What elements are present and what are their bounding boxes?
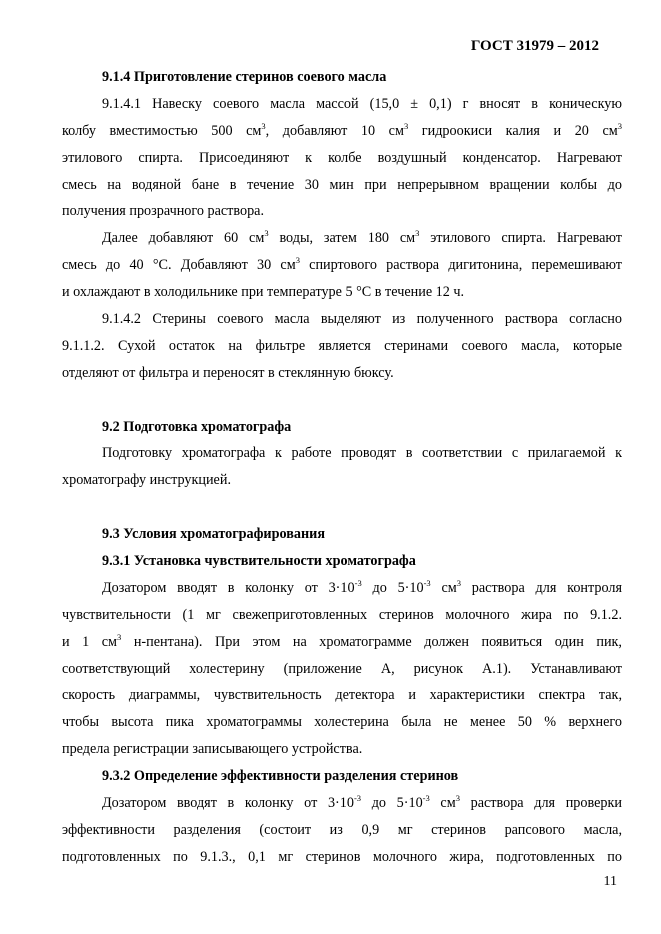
paragraph-first-line	[62, 91, 622, 118]
page-number: 11	[603, 874, 617, 889]
superscript: 3	[261, 120, 266, 131]
text-run: этилового спирта. Присоединяют к колбе воздушный конденсатор. Нагревают	[62, 149, 622, 166]
text-run: 9.1.1.2. Сухой остаток на фильтре является стеринами соевого масла, которые	[62, 337, 622, 354]
paragraph-line	[62, 709, 622, 736]
text-run: Дозатором вводят в колонку от 3·10	[102, 795, 354, 812]
text-run: чтобы высота пика хроматограммы холестерина была не менее 50 % верхнего	[62, 714, 622, 731]
text-run: эффективности разделения (состоит из 0,9 мг стеринов рапсового масла,	[62, 821, 622, 838]
text-run: предела регистрации записывающего устройства.	[62, 741, 363, 758]
text-run: спиртового раствора дигитонина, перемешивают	[299, 257, 622, 274]
paragraph-line	[62, 629, 622, 656]
text-run: н-пентана). При этом на хроматограмме должен появиться один пик,	[121, 633, 622, 650]
text-run: смесь на водяной бане в течение 30 мин при непрерывном вращении колбы до	[62, 176, 622, 193]
document-body	[62, 64, 622, 871]
text-run: соответствующий холестерину (приложение А, рисунок А.1). Устанавливают	[62, 660, 622, 677]
text-run: 9.1.4 Приготовление стеринов соевого масла	[102, 69, 387, 85]
paragraph-line	[62, 145, 622, 172]
paragraph-last-line	[62, 736, 622, 763]
text-run: и охлаждают в холодильнике при температуре 5 °С в течение 12 ч.	[62, 284, 465, 301]
text-run: чувствительности (1 мг свежеприготовленных стеринов молочного жира по 9.1.2.	[62, 606, 622, 623]
text-run: хроматографу инструкцией.	[62, 472, 231, 489]
superscript: 3	[456, 577, 461, 588]
superscript: -3	[423, 577, 431, 588]
paragraph-first-line	[62, 225, 622, 252]
text-run: этилового спирта. Нагревают	[419, 230, 622, 247]
text-run: воды, затем 180 см	[268, 230, 416, 247]
text-run: раствора для проверки	[459, 795, 622, 812]
text-run: см	[430, 579, 457, 596]
text-run: подготовленных по 9.1.3., 0,1 мг стеринов молочного жира, подготовленных по	[62, 848, 622, 865]
section-heading	[62, 521, 622, 548]
text-run: 9.2 Подготовка хроматографа	[102, 418, 292, 435]
text-run: , добавляют 10 см	[265, 122, 404, 139]
text-run: гидроокиси калия и 20 см	[408, 122, 618, 139]
paragraph-line	[62, 252, 622, 279]
paragraph-first-line	[62, 790, 622, 817]
text-run: скорость диаграммы, чувствительность детектора и характеристики спектра так,	[62, 687, 622, 704]
superscript: 3	[403, 120, 409, 131]
paragraph-last-line	[62, 198, 622, 225]
text-run: 9.1.4.1 Навеску соевого масла массой (15,0 ± 0,1) г вносят в коническую	[102, 95, 622, 112]
paragraph-line	[62, 682, 622, 709]
paragraph-line	[62, 844, 622, 871]
paragraph-last-line	[62, 279, 622, 306]
text-run: см	[429, 795, 456, 812]
superscript: 3	[455, 793, 460, 804]
section-heading	[62, 548, 622, 575]
superscript: 3	[117, 631, 122, 642]
text-run: до 5·10	[361, 795, 423, 812]
text-run: получения прозрачного раствора.	[62, 203, 265, 220]
paragraph-line	[62, 602, 622, 629]
text-run: Дозатором вводят в колонку от 3·10	[102, 579, 355, 596]
document-standard-header: ГОСТ 31979 – 2012	[470, 38, 599, 54]
superscript: -3	[353, 793, 362, 804]
superscript: 3	[264, 228, 269, 239]
section-heading	[62, 64, 622, 91]
paragraph-line	[62, 656, 622, 683]
section-heading	[62, 763, 622, 790]
paragraph-line	[62, 118, 622, 145]
paragraph-first-line	[62, 575, 622, 602]
text-run: отделяют от фильтра и переносят в стеклянную бюксу.	[62, 364, 394, 381]
text-run: 9.3.1 Установка чувствительности хроматографа	[102, 553, 416, 570]
text-run: Далее добавляют 60 см	[102, 230, 265, 247]
paragraph-last-line	[62, 360, 622, 387]
text-run: и 1 см	[62, 633, 118, 650]
paragraph-line	[62, 333, 622, 360]
superscript: -3	[354, 577, 362, 588]
text-run: 9.3 Условия хроматографирования	[102, 526, 326, 543]
paragraph-first-line	[62, 306, 622, 333]
paragraph-line	[62, 172, 622, 199]
text-run: колбу вместимостью 500 см	[62, 122, 262, 139]
paragraph-line	[62, 817, 622, 844]
blank-line	[62, 494, 622, 521]
text-run: до 5·10	[361, 579, 424, 596]
paragraph-last-line	[62, 467, 622, 494]
superscript: -3	[422, 793, 430, 804]
section-heading	[62, 414, 622, 441]
text-run: 9.3.2 Определение эффективности разделения стеринов	[102, 768, 459, 785]
superscript: 3	[295, 255, 300, 266]
text-run: Подготовку хроматографа к работе проводят в соответствии с прилагаемой к	[102, 445, 622, 462]
superscript: 3	[617, 120, 622, 131]
text-run: раствора для контроля	[461, 579, 622, 596]
text-run: 9.1.4.2 Стерины соевого масла выделяют из полученного раствора согласно	[102, 311, 622, 328]
superscript: 3	[415, 228, 420, 239]
blank-line	[62, 387, 622, 414]
paragraph-first-line	[62, 440, 622, 467]
text-run: смесь до 40 °С. Добавляют 30 см	[62, 257, 296, 274]
